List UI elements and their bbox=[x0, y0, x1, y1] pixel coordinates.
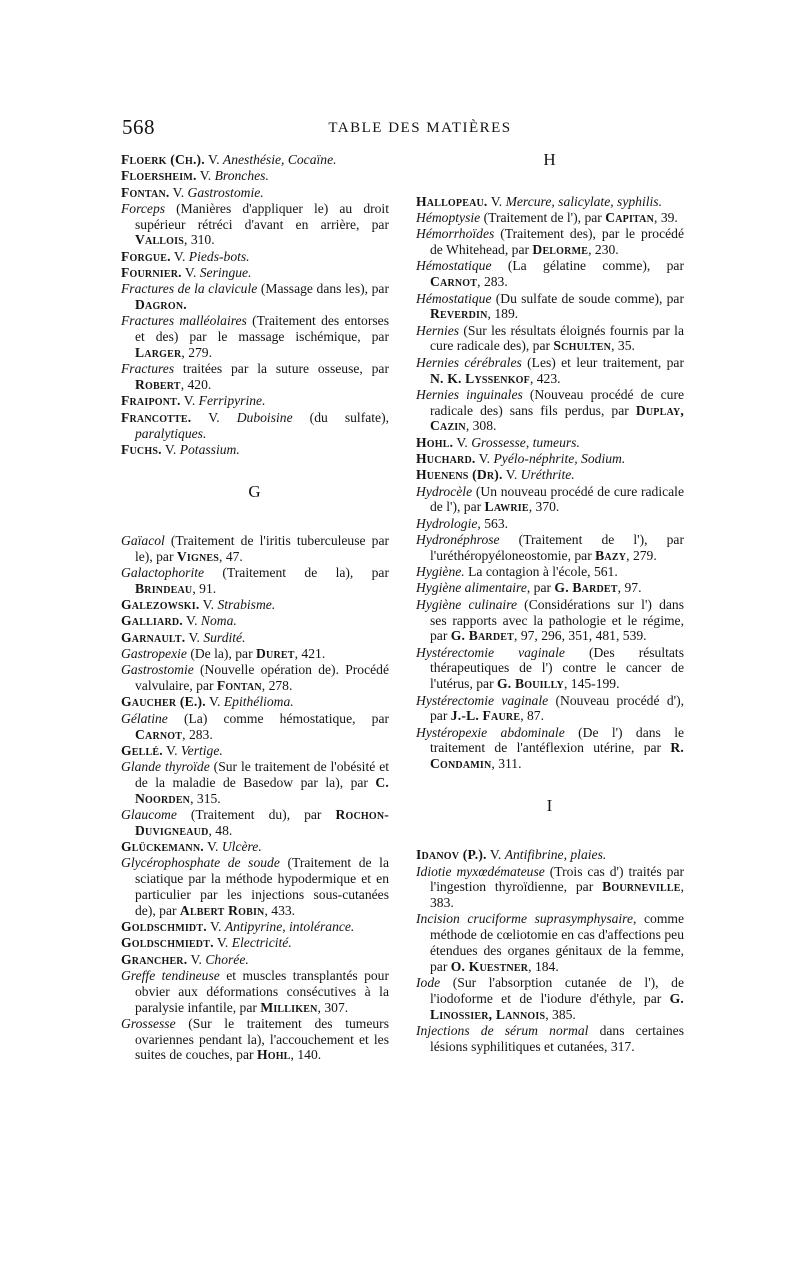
entry-text: V. bbox=[203, 839, 222, 855]
entry-text: V. bbox=[196, 168, 215, 184]
entry-text: , comme méthode de cœliotomie en cas d'affections peu étendues des organes génitaux de la femme, par bbox=[430, 911, 684, 974]
index-entry bbox=[121, 201, 389, 248]
entry-text: V. bbox=[191, 409, 237, 425]
entry-text: (Des résultats thérapeutiques de l') contre le cancer de l'utérus, par bbox=[430, 644, 684, 692]
entry-text: V. bbox=[170, 248, 189, 264]
cross-reference: Noma. bbox=[200, 613, 237, 629]
index-entry bbox=[121, 935, 389, 951]
left-column bbox=[121, 152, 389, 1064]
index-entry bbox=[416, 435, 684, 451]
entry-headword: Fractures de la clavicule bbox=[121, 281, 258, 297]
entry-headword: Hémostatique bbox=[416, 290, 492, 306]
index-entry bbox=[121, 855, 389, 918]
index-entry bbox=[416, 725, 684, 772]
author-name: Forgue. bbox=[121, 248, 171, 264]
index-entry bbox=[121, 807, 389, 839]
index-entry bbox=[121, 393, 389, 409]
entry-text: (De la), par bbox=[186, 646, 257, 662]
entry-text: , 563. bbox=[477, 515, 509, 531]
entry-headword: Gastrostomie bbox=[121, 662, 194, 678]
entry-text: , 283. bbox=[182, 726, 213, 742]
author-name: Hallopeau. bbox=[416, 193, 488, 209]
entry-text: , 278. bbox=[261, 678, 293, 694]
cross-reference: Electricité. bbox=[231, 935, 292, 951]
index-entry bbox=[121, 410, 389, 442]
entry-headword: Fractures malléolaires bbox=[121, 313, 247, 329]
entry-headword: Hygiène alimentaire bbox=[416, 580, 527, 596]
entry-text: V. bbox=[185, 629, 204, 645]
cross-reference: Duboisine bbox=[236, 409, 293, 425]
index-entry bbox=[121, 533, 389, 565]
entry-text: (Nouveau procédé de cure radicale des) sans fils perdus, par bbox=[430, 386, 685, 418]
author-name: Vignes bbox=[176, 548, 220, 564]
author-name: Fontan bbox=[216, 678, 262, 694]
entry-text: (Sur le traitement de l'obésité et de la maladie de Basedow par la), par bbox=[135, 759, 389, 790]
index-entry bbox=[121, 185, 389, 201]
entry-headword: Injections de sérum normal bbox=[416, 1023, 589, 1039]
entry-text: V. bbox=[162, 742, 181, 758]
index-entry bbox=[416, 258, 684, 290]
entry-headword: Idiotie myxœdémateuse bbox=[416, 863, 545, 879]
entry-text: (La gélatine comme), par bbox=[491, 258, 684, 274]
author-name: Floerk (Ch.). bbox=[121, 152, 205, 167]
author-name: Garnault. bbox=[121, 629, 186, 645]
entry-text: V. bbox=[187, 951, 206, 967]
index-entry bbox=[416, 975, 684, 1022]
section-spacer bbox=[416, 814, 684, 847]
author-name: Hohl. bbox=[416, 434, 454, 450]
index-entry bbox=[121, 919, 389, 935]
section-letter: I bbox=[546, 796, 554, 816]
author-name: O. Kuestner bbox=[450, 958, 529, 974]
entry-headword: Greffe tendineuse bbox=[121, 967, 220, 983]
section-spacer bbox=[416, 168, 684, 194]
entry-text: (Trois cas d') traités par l'ingestion thyroïdienne, par bbox=[430, 863, 685, 895]
entry-text: , 433. bbox=[264, 902, 296, 918]
index-entry bbox=[121, 630, 389, 646]
entry-headword: Iode bbox=[416, 975, 441, 991]
entry-text: (Traitement de la), par bbox=[204, 565, 389, 581]
cross-reference: Pieds-bots. bbox=[188, 248, 250, 264]
author-name: G. Bardet bbox=[554, 580, 618, 596]
index-entry bbox=[416, 864, 684, 911]
index-entry bbox=[416, 323, 684, 355]
cross-reference: paralytiques. bbox=[135, 425, 207, 441]
entry-text: V. bbox=[453, 434, 472, 450]
author-name: Bazy bbox=[595, 547, 627, 563]
cross-reference: Gastrostomie. bbox=[187, 184, 264, 200]
author-name: Rochon-Duvigneaud bbox=[135, 806, 389, 838]
entry-text: (Un nouveau procédé de cure radicale de l'), par bbox=[430, 483, 684, 515]
index-entry bbox=[121, 743, 389, 759]
entry-text: V. bbox=[180, 393, 199, 409]
entry-headword: Fractures bbox=[121, 361, 175, 377]
index-entry bbox=[121, 662, 389, 694]
index-entry bbox=[416, 564, 684, 580]
entry-text: dans certaines lésions syphilitiques et cutanées, 317. bbox=[430, 1023, 684, 1054]
author-name: Bourneville bbox=[602, 879, 681, 895]
entry-text: (Sur l'absorption cutanée de l'), de l'iodoforme et de l'iodure d'éthyle, par bbox=[430, 975, 684, 1006]
entry-text: , 97, 296, 351, 481, 539. bbox=[514, 628, 647, 644]
index-entry bbox=[121, 613, 389, 629]
entry-headword: Hydronéphrose bbox=[416, 532, 500, 548]
entry-text: , 308. bbox=[465, 418, 497, 434]
entry-text: , 307. bbox=[317, 999, 349, 1015]
entry-text: (Sur le traitement des tumeurs ovariennes pendant la), l'accouchement et les suites de couches, par bbox=[135, 1015, 389, 1063]
cross-reference: Antifibrine, plaies. bbox=[504, 847, 607, 863]
entry-text: (Traitement de l'), par bbox=[480, 210, 606, 226]
author-name: Duplay, Cazin bbox=[430, 402, 684, 434]
entry-text: , 189. bbox=[487, 306, 519, 322]
entry-headword: Hémoptysie bbox=[416, 210, 481, 226]
entry-text: , 315. bbox=[190, 790, 221, 806]
entry-headword: Grossesse bbox=[121, 1015, 176, 1031]
author-name: Fournier. bbox=[121, 265, 182, 281]
entry-text: , 91. bbox=[192, 580, 217, 596]
cross-reference: Ferripyrine. bbox=[198, 393, 266, 409]
author-name: Goldschmiedt. bbox=[121, 935, 214, 951]
entry-headword: Hydrologie bbox=[416, 515, 478, 531]
author-name: Dagron. bbox=[135, 297, 187, 313]
index-entry bbox=[416, 516, 684, 532]
entry-text: (Du sulfate de soude comme), par bbox=[491, 290, 684, 306]
entry-text: , 420. bbox=[180, 377, 212, 393]
entry-text: , 370. bbox=[528, 499, 560, 515]
entry-headword: Hygiène. bbox=[416, 564, 465, 580]
entry-text: V. bbox=[181, 265, 200, 281]
author-name: Fraipont. bbox=[121, 393, 181, 409]
author-name: Glückemann. bbox=[121, 839, 204, 855]
author-name: G. Linossier, Lannois bbox=[430, 990, 684, 1022]
entry-text: , 140. bbox=[290, 1047, 322, 1063]
author-name: Carnot bbox=[135, 726, 183, 742]
entry-text: V. bbox=[169, 184, 188, 200]
author-name: Grancher. bbox=[121, 951, 188, 967]
entry-text: (Traitement de l'), par l'uréthéropyéloneostomie, par bbox=[430, 532, 684, 563]
cross-reference: Potassium. bbox=[179, 441, 240, 457]
entry-headword: Glande thyroïde bbox=[121, 759, 210, 775]
author-name: Hohl bbox=[256, 1047, 291, 1063]
cross-reference: Epithélioma. bbox=[223, 694, 294, 710]
index-entry bbox=[121, 597, 389, 613]
author-name: Milliken bbox=[260, 999, 318, 1015]
entry-text: , 279. bbox=[181, 345, 212, 361]
author-name: Goldschmidt. bbox=[121, 919, 207, 935]
entry-headword: Glycérophosphate de soude bbox=[121, 855, 280, 871]
author-name: Brindeau bbox=[135, 580, 193, 596]
author-name: Carnot bbox=[430, 274, 478, 290]
cross-reference: Ulcère. bbox=[221, 839, 262, 855]
entry-text: , 35. bbox=[611, 338, 635, 354]
cross-reference: Pyélo-néphrite, Sodium. bbox=[493, 451, 626, 467]
index-entry bbox=[121, 565, 389, 597]
author-name: N. K. Lyssenkof bbox=[430, 370, 530, 386]
author-name: Galliard. bbox=[121, 613, 183, 629]
entry-text: V. bbox=[486, 847, 505, 863]
author-name: Idanov (P.). bbox=[416, 847, 487, 863]
entry-headword: Hystérectomie vaginale bbox=[416, 692, 549, 708]
index-entry bbox=[121, 249, 389, 265]
entry-text: , 97. bbox=[617, 580, 642, 596]
index-entry bbox=[121, 1016, 389, 1063]
author-name: Duret bbox=[256, 646, 295, 662]
entry-text: , 47. bbox=[219, 548, 243, 564]
entry-text: , 385. bbox=[545, 1006, 576, 1022]
entry-headword: Gaïacol bbox=[121, 532, 165, 548]
entry-text: (Les) et leur traitement, par bbox=[521, 354, 684, 370]
entry-text: (Nouvelle opération de). Procédé valvulaire, par bbox=[135, 662, 389, 694]
index-entry bbox=[416, 597, 684, 644]
index-entry bbox=[121, 442, 389, 458]
entry-text: , 39. bbox=[654, 210, 678, 226]
entry-text: V. bbox=[199, 597, 218, 613]
entry-text: (Massage dans les), par bbox=[257, 281, 389, 297]
index-entry bbox=[416, 580, 684, 596]
entry-text: V. bbox=[205, 694, 224, 710]
entry-text: , 283. bbox=[477, 274, 508, 290]
index-entry bbox=[121, 168, 389, 184]
index-entry bbox=[416, 1023, 684, 1055]
author-name: Schulten bbox=[553, 338, 612, 354]
cross-reference: Strabisme. bbox=[217, 597, 276, 613]
entry-text: , 383. bbox=[430, 879, 684, 911]
author-name: Capitan bbox=[605, 210, 655, 226]
index-entry bbox=[416, 693, 684, 725]
index-entry bbox=[416, 194, 684, 210]
section-letter: H bbox=[543, 150, 557, 169]
cross-reference: Seringue. bbox=[199, 265, 252, 281]
entry-headword: Gastropexie bbox=[121, 646, 187, 662]
index-entry bbox=[121, 361, 389, 393]
index-entry bbox=[121, 968, 389, 1015]
cross-reference: Surdité. bbox=[203, 629, 246, 645]
section-spacer bbox=[121, 500, 389, 533]
entry-headword: Hernies cérébrales bbox=[416, 354, 522, 370]
section-letter: G bbox=[248, 482, 262, 502]
entry-text: , 87. bbox=[520, 708, 544, 724]
index-entry bbox=[416, 387, 684, 434]
entry-headword: Hydrocèle bbox=[416, 483, 473, 499]
entry-text: traitées par la suture osseuse, par bbox=[174, 361, 389, 377]
author-name: Huchard. bbox=[416, 451, 476, 467]
author-name: Gaucher (E.). bbox=[121, 694, 206, 710]
entry-text: (Sur les résultats éloignés fournis par la cure radicale des), par bbox=[430, 322, 684, 354]
entry-text: (Traitement de l'iritis tuberculeuse par le), par bbox=[135, 532, 389, 564]
author-name: Fuchs. bbox=[121, 441, 162, 457]
author-name: Albert Robin bbox=[179, 902, 265, 918]
entry-text: (Manières d'appliquer le) au droit supérieur rétréci d'avant en arrière, par bbox=[135, 200, 389, 232]
entry-text: V. bbox=[204, 152, 223, 167]
entry-text: , 423. bbox=[529, 370, 561, 386]
cross-reference: Uréthrite. bbox=[520, 467, 575, 483]
index-entry bbox=[416, 226, 684, 258]
entry-text: V. bbox=[182, 613, 201, 629]
cross-reference: Chorée. bbox=[205, 951, 249, 967]
entry-text: (De l') dans le traitement de l'antéflexion utérine, par bbox=[430, 724, 685, 756]
author-name: Gellé. bbox=[121, 742, 163, 758]
cross-reference: Mercure, salicylate, syphilis. bbox=[505, 193, 662, 209]
entry-text: , 279. bbox=[626, 547, 657, 563]
entry-headword: Hystérectomie vaginale bbox=[416, 644, 565, 660]
index-entry bbox=[121, 313, 389, 360]
index-entry bbox=[121, 281, 389, 313]
entry-headword: Hernies inguinales bbox=[416, 386, 523, 402]
entry-text: , 48. bbox=[208, 822, 233, 838]
entry-headword: Galactophorite bbox=[121, 565, 205, 581]
entry-text: V. bbox=[502, 467, 521, 483]
index-entry bbox=[416, 210, 684, 226]
index-entry bbox=[416, 467, 684, 483]
entry-headword: Hernies bbox=[416, 322, 460, 338]
index-entry bbox=[121, 711, 389, 743]
author-name: Fontan. bbox=[121, 184, 170, 200]
index-entry bbox=[416, 532, 684, 564]
cross-reference: Vertige. bbox=[180, 742, 223, 758]
entry-text: , par bbox=[526, 580, 555, 596]
index-entry bbox=[121, 265, 389, 281]
entry-headword: Hystéropexie abdominale bbox=[416, 724, 565, 740]
index-entry bbox=[121, 646, 389, 662]
entry-headword: Forceps bbox=[121, 200, 166, 216]
index-entry bbox=[416, 355, 684, 387]
entry-headword: Incision cruciforme suprasymphysaire bbox=[416, 911, 634, 927]
index-entry bbox=[416, 911, 684, 974]
entry-headword: Glaucome bbox=[121, 806, 177, 822]
author-name: Huenens (Dr). bbox=[416, 467, 503, 483]
author-name: R. Condamin bbox=[430, 740, 684, 772]
entry-headword: Hémorrhoïdes bbox=[416, 226, 495, 242]
cross-reference: Grossesse, tumeurs. bbox=[471, 434, 580, 450]
entry-text: (Traitement des), par le procédé de Whitehead, par bbox=[430, 226, 684, 258]
index-entry bbox=[121, 839, 389, 855]
index-entry bbox=[121, 152, 389, 168]
entry-text: , 230. bbox=[588, 242, 619, 258]
entry-text: , 184. bbox=[528, 958, 559, 974]
index-entry bbox=[416, 847, 684, 863]
author-name: G. Bouilly bbox=[497, 676, 564, 692]
entry-text: (Nouveau procédé d'), par bbox=[430, 692, 685, 724]
entry-text: , 145-199. bbox=[563, 676, 620, 692]
section-spacer bbox=[416, 772, 684, 798]
author-name: C. Noorden bbox=[135, 774, 389, 806]
entry-text: (Traitement des entorses et des) par le massage ischémique, par bbox=[135, 313, 389, 345]
author-name: Larger bbox=[135, 345, 182, 361]
author-name: Lawrie bbox=[484, 499, 529, 515]
right-column bbox=[416, 152, 684, 1055]
index-entry bbox=[416, 484, 684, 516]
index-entry bbox=[121, 759, 389, 806]
page-number: 568 bbox=[122, 115, 155, 139]
entry-headword: Gélatine bbox=[121, 710, 168, 726]
entry-text: (du sulfate), bbox=[292, 409, 389, 425]
author-name: Reverdin bbox=[430, 306, 488, 322]
author-name: G. Bardet bbox=[450, 628, 515, 644]
entry-text: , 421. bbox=[294, 646, 326, 662]
index-entry bbox=[416, 451, 684, 467]
entry-headword: Hygiène culinaire bbox=[416, 596, 518, 612]
entry-text: V. bbox=[475, 451, 494, 467]
author-name: Robert bbox=[135, 377, 181, 393]
author-name: Francotte. bbox=[121, 409, 192, 425]
entry-text: V. bbox=[213, 935, 232, 951]
entry-text: V. bbox=[161, 441, 180, 457]
index-entry bbox=[121, 694, 389, 710]
entry-text: (Traitement de la sciatique par la méthode hypodermique et en particulier par les injections sous-cutanées de), par bbox=[135, 855, 389, 918]
author-name: Delorme bbox=[532, 242, 589, 258]
entry-text: (Considérations sur l') dans ses rapports avec la pathologie et le régime, par bbox=[430, 596, 684, 644]
entry-text: et muscles transplantés pour obvier aux déformations consécutives à la paralysie infantile, par bbox=[135, 967, 389, 1015]
entry-headword: Hémostatique bbox=[416, 258, 492, 274]
index-entry bbox=[121, 952, 389, 968]
index-entry bbox=[416, 291, 684, 323]
author-name: Floersheim. bbox=[121, 168, 197, 184]
cross-reference: Anesthésie, Cocaïne. bbox=[222, 152, 337, 167]
author-name: Galezowski. bbox=[121, 597, 200, 613]
author-name: J.-L. Faure bbox=[450, 708, 521, 724]
entry-text: , 311. bbox=[491, 756, 522, 772]
cross-reference: Antipyrine, intolérance. bbox=[224, 919, 355, 935]
entry-text: V. bbox=[487, 193, 506, 209]
index-entry bbox=[416, 645, 684, 692]
page-title: TABLE DES MATIÈRES bbox=[328, 120, 512, 136]
cross-reference: Bronches. bbox=[214, 168, 269, 184]
entry-text: V. bbox=[206, 919, 225, 935]
section-spacer bbox=[121, 458, 389, 484]
entry-text: (La) comme hémostatique, par bbox=[167, 710, 389, 726]
entry-text: (Traitement du), par bbox=[176, 806, 336, 822]
author-name: Vallois bbox=[135, 232, 185, 248]
entry-text: , 310. bbox=[184, 232, 215, 248]
entry-text: La contagion à l'école, 561. bbox=[464, 564, 618, 580]
